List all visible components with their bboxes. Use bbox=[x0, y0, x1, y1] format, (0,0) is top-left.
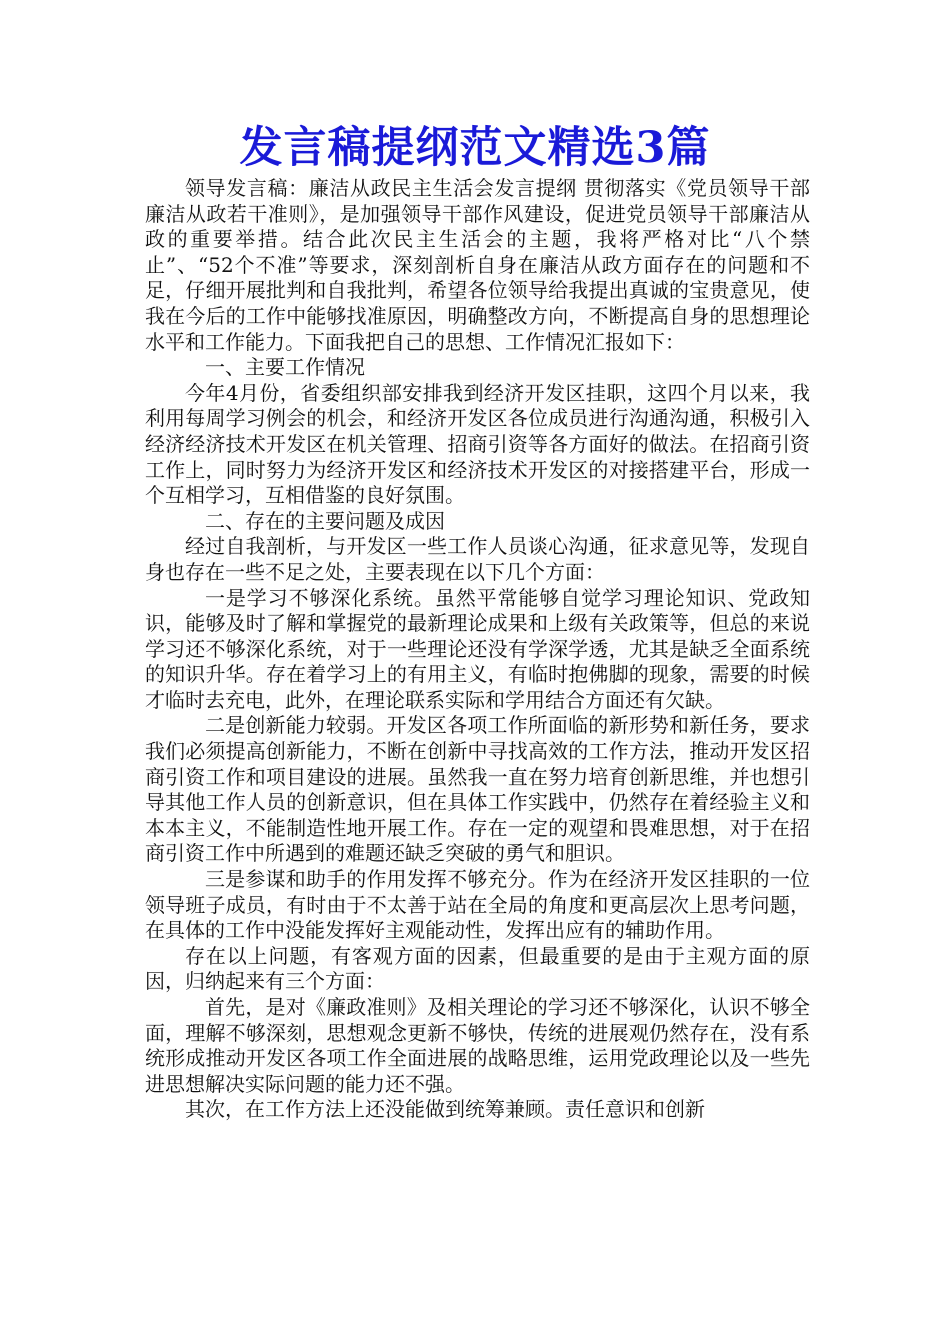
body-paragraph: 经过自我剖析，与开发区一些工作人员谈心沟通，征求意见等，发现自身也存在一些不足之处，主要表现在以下几个方面： bbox=[145, 534, 810, 584]
body-paragraph: 二、存在的主要问题及成因 bbox=[205, 508, 445, 533]
body-paragraph: 一、主要工作情况 bbox=[205, 355, 365, 380]
document-title: 发言稿提纲范文精选3篇 bbox=[239, 123, 711, 173]
body-paragraph: 今年4月份，省委组织部安排我到经济开发区挂职，这四个月以来，我利用每周学习例会的机会，和经济开发区各位成员进行沟通沟通，积极引入经济经济技术开发区在机关管理、招商引资等各方面好的做法。在招商引资工作上，同时努力为经济开发区和经济技术开发区的对接搭建平台，形成一个互相学习，互相借鉴的良好氛围。 bbox=[145, 380, 810, 508]
body-paragraph: 一是学习不够深化系统。虽然平常能够自觉学习理论知识、党政知识，能够及时了解和掌握党的最新理论成果和上级有关政策等，但总的来说学习还不够深化系统，对于一些理论还没有学深学透，尤其是缺乏全面系统的知识升华。存在着学习上的有用主义，有临时抱佛脚的现象，需要的时候才临时去充电，此外，在理论联系实际和学用结合方面还有欠缺。 bbox=[145, 585, 810, 712]
body-paragraph: 领导发言稿：廉洁从政民主生活会发言提纲 贯彻落实《党员领导干部廉洁从政若干准则》，是加强领导干部作风建设，促进党员领导干部廉洁从政的重要举措。结合此次民主生活会的主题，我将严格对比“八个禁止”、“52个不准”等要求，深刻剖析自身在廉洁从政方面存在的问题和不足，仔细开展批判和自我批判，希望各位领导给我提出真诚的宝贵意见，使我在今后的工作中能够找准原因，明确整改方向，不断提高自身的思想理论水平和工作能力。下面我把自己的思想、工作情况汇报如下： bbox=[145, 176, 810, 354]
body-paragraph: 三是参谋和助手的作用发挥不够充分。作为在经济开发区挂职的一位领导班子成员，有时由于不太善于站在全局的角度和更高层次上思考问题，在具体的工作中没能发挥好主观能动性，发挥出应有的辅助作用。 bbox=[145, 867, 810, 943]
body-paragraph: 首先，是对《廉政准则》及相关理论的学习还不够深化，认识不够全面，理解不够深刻，思想观念更新不够快，传统的进展观仍然存在，没有系统形成推动开发区各项工作全面进展的战略思维，运用党政理论以及一些先进思想解决实际问题的能力还不强。 bbox=[145, 995, 810, 1096]
document-body bbox=[145, 176, 810, 1123]
body-paragraph: 二是创新能力较弱。开发区各项工作所面临的新形势和新任务，要求我们必须提高创新能力，不断在创新中寻找高效的工作方法，推动开发区招商引资工作和项目建设的进展。虽然我一直在努力培育创新思维，并也想引导其他工作人员的创新意识，但在具体工作实践中，仍然存在着经验主义和本本主义，不能制造性地开展工作。存在一定的观望和畏难思想，对于在招商引资工作中所遇到的难题还缺乏突破的勇气和胆识。 bbox=[145, 713, 810, 866]
body-paragraph: 其次，在工作方法上还没能做到统筹兼顾。责任意识和创新 bbox=[185, 1097, 705, 1122]
body-paragraph: 存在以上问题，有客观方面的因素，但最重要的是由于主观方面的原因，归纳起来有三个方面： bbox=[145, 943, 810, 994]
